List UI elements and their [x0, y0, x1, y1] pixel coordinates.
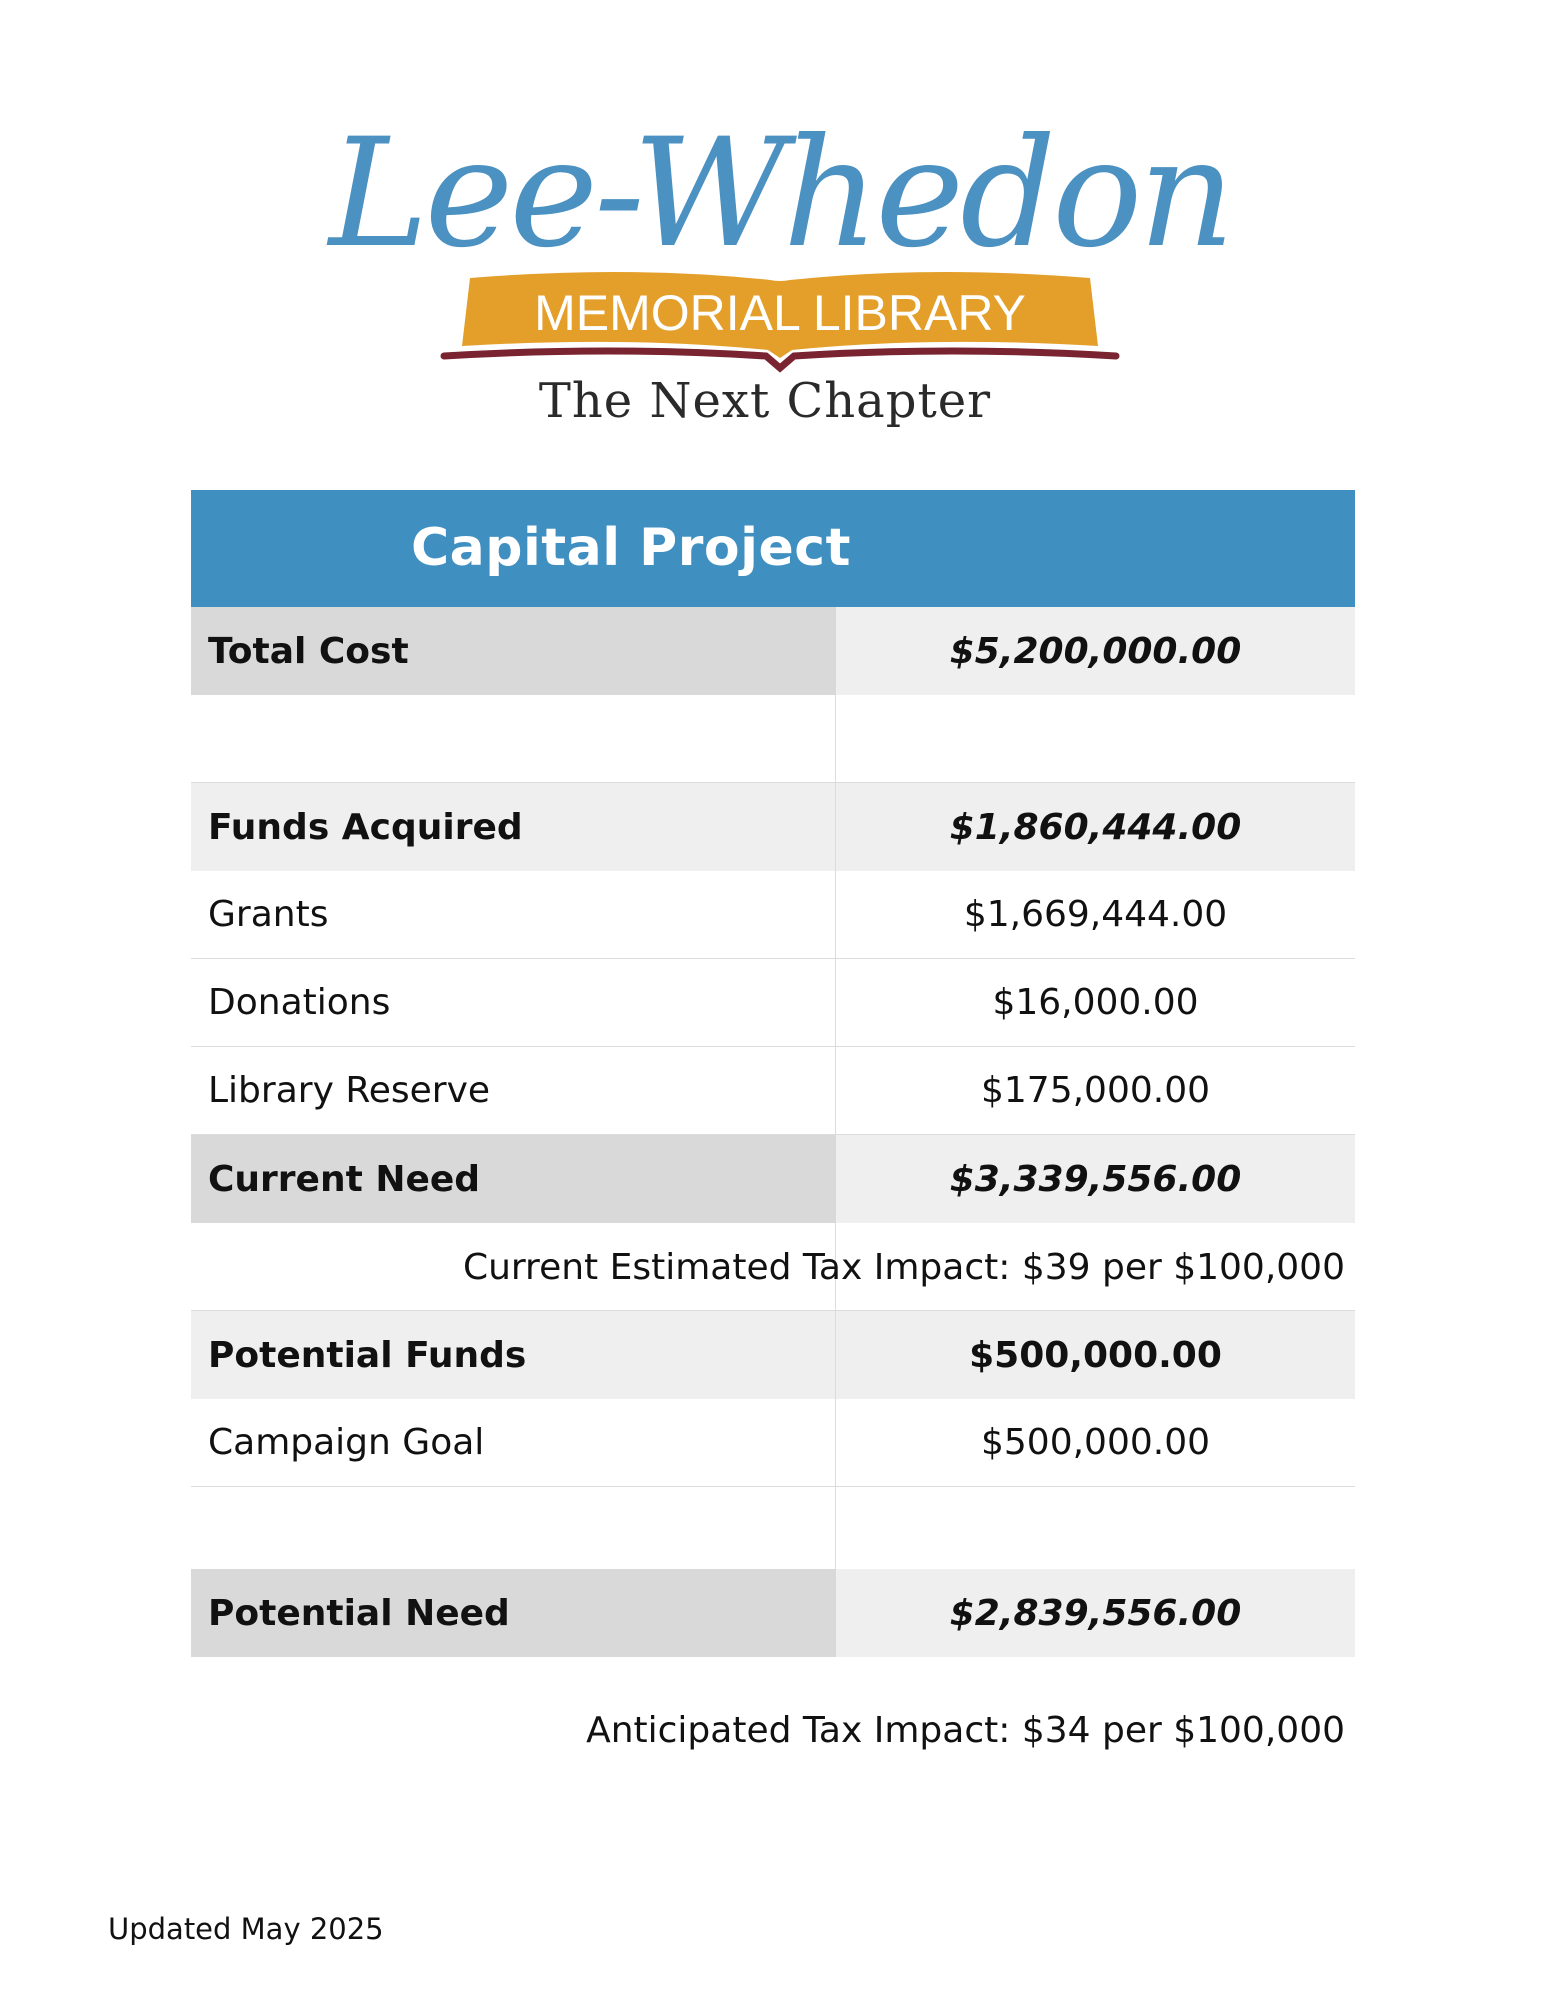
current-tax-impact-note: Current Estimated Tax Impact: $39 per $100,000 [462, 1246, 1345, 1288]
funds-acquired-value: $1,860,444.00 [836, 783, 1355, 871]
row-current-need [191, 1135, 1355, 1223]
grants-value: $1,669,444.00 [963, 894, 1228, 935]
row-campaign-goal [191, 1399, 1355, 1487]
grants-label: Grants [191, 871, 836, 958]
current-need-label: Current Need [191, 1135, 836, 1223]
logo-banner-text: MEMORIAL LIBRARY [534, 285, 1026, 341]
library-reserve-label: Library Reserve [191, 1047, 836, 1134]
row-potential-funds [191, 1311, 1355, 1399]
row-grants [191, 871, 1355, 959]
logo-tagline: The Next Chapter [538, 373, 992, 429]
spacer-2-label [191, 1487, 836, 1569]
table-header [191, 490, 1355, 607]
funds-acquired-label: Funds Acquired [191, 783, 836, 871]
row-funds-acquired [191, 783, 1355, 871]
campaign-goal-value: $500,000.00 [980, 1422, 1211, 1463]
row-total-cost [191, 607, 1355, 695]
current-need-value: $3,339,556.00 [836, 1135, 1355, 1223]
donations-label: Donations [191, 959, 836, 1046]
table-title: Capital Project [411, 518, 851, 578]
spacer-value [836, 695, 1355, 782]
potential-funds-value: $500,000.00 [836, 1311, 1355, 1399]
row-spacer [191, 695, 1355, 783]
row-library-reserve [191, 1047, 1355, 1135]
potential-need-label: Potential Need [191, 1569, 836, 1657]
campaign-goal-label: Campaign Goal [191, 1399, 836, 1486]
anticipated-tax-impact-note: Anticipated Tax Impact: $34 per $100,000 [586, 1710, 1345, 1751]
capital-project-table [191, 490, 1355, 1657]
row-potential-need [191, 1569, 1355, 1657]
row-donations [191, 959, 1355, 1047]
library-reserve-value: $175,000.00 [980, 1070, 1211, 1111]
row-current-tax-impact [191, 1223, 1355, 1311]
donations-value: $16,000.00 [992, 982, 1199, 1023]
updated-date: Updated May 2025 [108, 1912, 384, 1946]
potential-funds-label: Potential Funds [191, 1311, 836, 1399]
potential-need-value: $2,839,556.00 [836, 1569, 1355, 1657]
spacer-label [191, 695, 836, 782]
total-cost-label: Total Cost [191, 607, 836, 695]
logo-script-name: Lee-Whedon [328, 107, 1232, 281]
spacer-2-value [836, 1487, 1355, 1569]
total-cost-value: $5,200,000.00 [836, 607, 1355, 695]
library-logo [328, 60, 1232, 450]
row-spacer-2 [191, 1487, 1355, 1569]
